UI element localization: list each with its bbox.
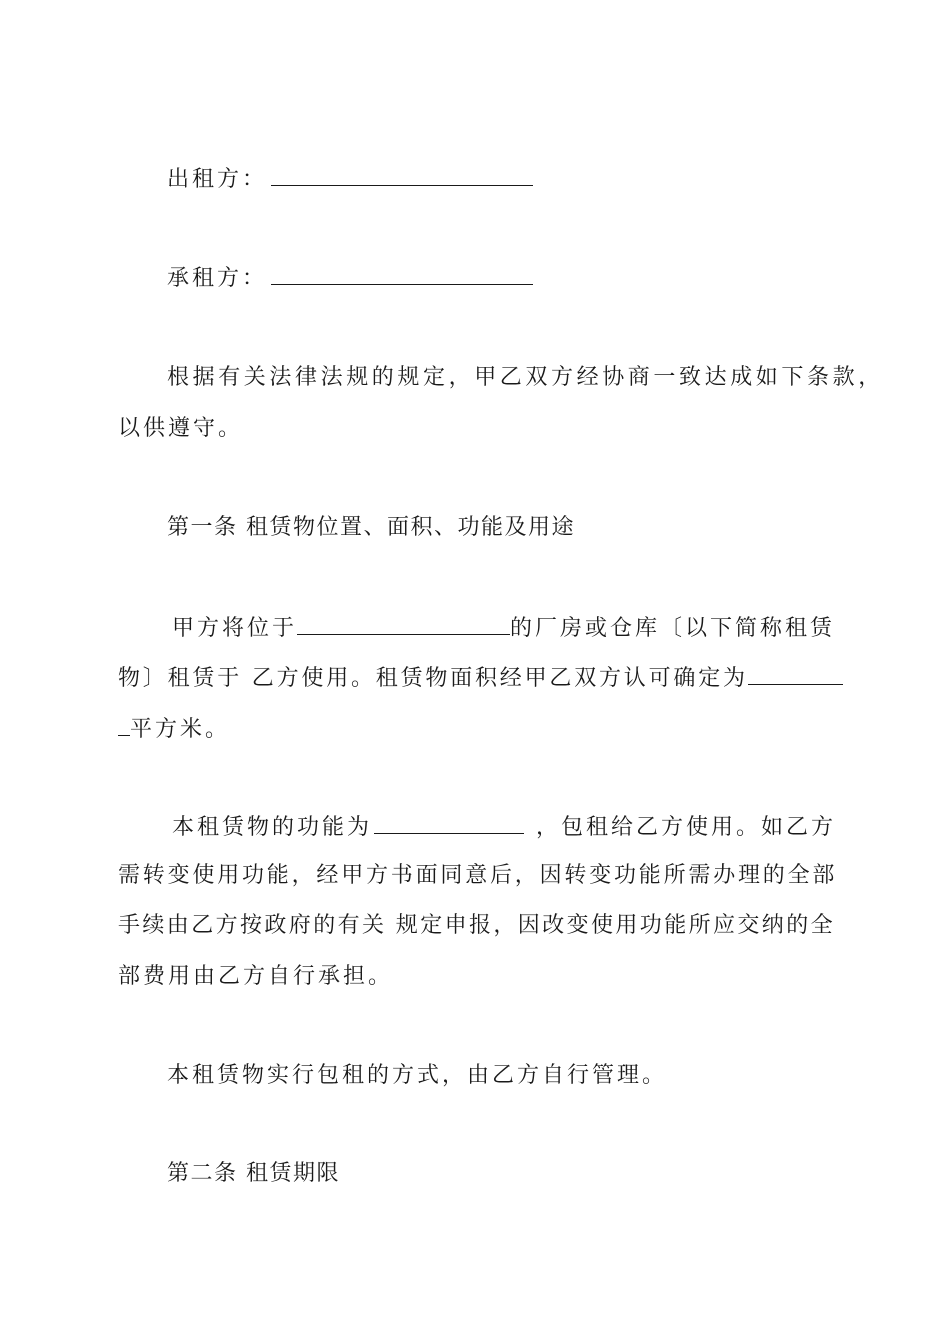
a1p1-text-c: 物〕租赁于 乙方使用。租赁物面积经甲乙双方认可确定为 [118,666,748,691]
area-blank-2[interactable] [118,713,130,736]
a1p2-line-2: 需转变使用功能，经甲方书面同意后，因转变功能所需办理的全部 [118,863,838,888]
a1p1-line-3 [118,713,230,745]
function-blank[interactable] [374,811,524,834]
lessor-label: 出租方： [167,167,268,192]
a1p1-text-a: 甲方将位于 [172,616,298,641]
location-blank[interactable] [297,612,510,635]
preamble-line-2: 以供遵守。 [118,416,244,441]
a1p3-line: 本租赁物实行包租的方式，由乙方自行管理。 [167,1063,668,1088]
a1p1-text-d: 平方米。 [130,717,231,742]
lessee-line [167,262,533,294]
article2-heading: 第二条 租赁期限 [167,1161,340,1186]
a1p1-text-b: 的厂房或仓库〔以下简称租赁 [510,616,836,641]
a1p2-line-4: 部费用由乙方自行承担。 [118,964,394,989]
lessor-line [167,163,533,195]
a1p1-line-2 [118,662,843,694]
a1p2-line-3: 手续由乙方按政府的有关 规定申报，因改变使用功能所应交纳的全 [118,913,835,938]
lessee-blank[interactable] [271,262,533,285]
a1p2-text-b: ，包租给乙方使用。如乙方 [536,815,837,840]
a1p2-text-a: 本租赁物的功能为 [172,815,373,840]
area-blank-1[interactable] [748,662,843,685]
preamble-line-1: 根据有关法律法规的规定，甲乙双方经协商一致达成如下条款， [167,365,884,390]
lessor-blank[interactable] [271,163,533,186]
a1p2-line-1 [172,811,836,843]
a1p1-line-1 [172,612,835,644]
article1-heading: 第一条 租赁物位置、面积、功能及用途 [167,515,575,540]
lessee-label: 承租方： [167,266,268,291]
